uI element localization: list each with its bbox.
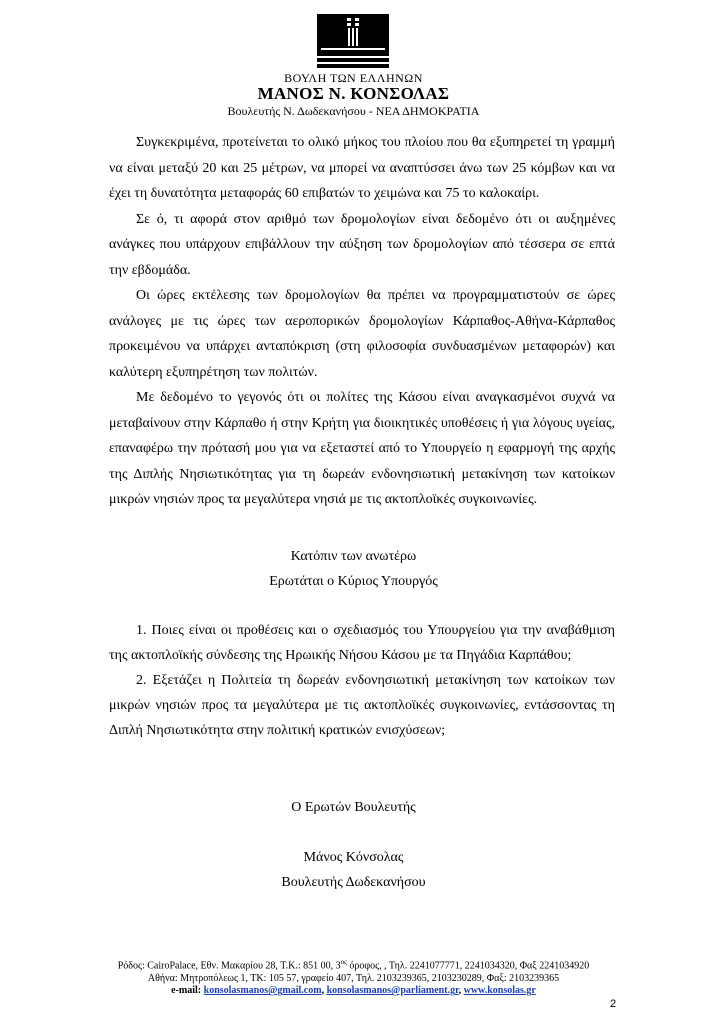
website-link[interactable]: www.konsolas.gr [463,985,536,997]
footer-address-part: όροφος, , Τηλ. 2241077771, 2241034320, Φαξ 2241034920 [346,960,590,972]
body-paragraph: Συγκεκριμένα, προτείνεται το ολικό μήκος του πλοίου που θα εξυπηρετεί τη γραμμή να είναι μεταξύ 20 και 25 μέτρων, να μπορεί να αναπτύσσει άνω των 25 κόμβων και να έχει τη δυνατότητα μεταφοράς 60 επιβατών το χειμώνα και 75 το καλοκαίρι. [109,135,615,201]
mp-role: Βουλευτής Ν. Δωδεκανήσου - ΝΕΑ ΔΗΜΟΚΡΑΤΙΑ [227,104,480,118]
footer-address-rhodes [0,956,707,973]
document-body [109,130,615,513]
questions-list [109,618,615,743]
page-number: 2 [610,998,617,1010]
footer-contacts [0,985,707,998]
signature-title: Ο Ερωτών Βουλευτής [291,800,416,815]
body-paragraph: Σε ό, τι αφορά στον αριθμό των δρομολογίων είναι δεδομένο ότι οι αυξημένες ανάγκες που υπάρχουν επιβάλλουν την αύξηση των δρομολογίων από τέσσερα σε επτά την εβδομάδα. [109,211,615,278]
email-link-gmail[interactable]: konsolasmanos@gmail.com [203,985,322,997]
email-label: e-mail: [171,985,204,997]
footer-address-part: Ρόδος: CairoPalace, Εθν. Μακαρίου 28, Τ.Κ.: 851 00, 3 [117,960,341,972]
separator: , [321,985,327,997]
question-intro [0,544,707,594]
question-intro-line: Ερωτάται ο Κύριος Υπουργός [269,574,438,589]
institution-name: ΒΟΥΛΗ ΤΩΝ ΕΛΛΗΝΩΝ [284,71,423,85]
footer-address-athens: Αθήνα: Μητροπόλεως 1, ΤΚ: 105 57, γραφείο 407, Τηλ. 2103239365, 2103230289, Φαξ: 2103239365 [147,972,560,984]
signature-name: Μάνος Κόνσολας [303,850,404,865]
body-paragraph: Οι ώρες εκτέλεσης των δρομολογίων θα πρέπει να προγραμματιστούν σε ώρες ανάλογες με τις ώρες των αεροπορικών δρομολογίων Κάρπαθος-Αθήνα-Κάρπαθος προκειμένου να υπάρχει ανταπόκριση (στη φιλοσοφία συνδυασμένων μεταφορών) και καλύτερη εξυπηρέτηση των πολιτών. [109,288,615,380]
separator: , [458,985,464,997]
parliament-logo [317,14,389,70]
question-intro-line: Κατόπιν των ανωτέρω [290,549,417,564]
email-link-parliament[interactable]: konsolasmanos@parliament.gr [326,985,459,997]
mp-name: ΜΑΝΟΣ Ν. ΚΟΝΣΟΛΑΣ [257,84,450,103]
footer-address-sup: ος [340,958,347,966]
question-item: 2. Εξετάζει η Πολιτεία τη δωρεάν ενδονησιωτική μετακίνηση των κατοίκων των μικρών νησιών προς τα μεγαλύτερα με τις ακτοπλοϊκές συγκοινωνίες, εντάσσοντας τη Διπλή Νησιωτικότητα στην πολιτική κρατικών ενισχύσεων; [109,673,615,738]
footer [0,956,707,998]
body-paragraph: Με δεδομένο το γεγονός ότι οι πολίτες της Κάσου είναι αναγκασμένοι συχνά να μεταβαίνουν στην Κάρπαθο ή στην Κρήτη για διοικητικές υποθέσεις ή για λόγους υγείας, επαναφέρω την πρότασή μου για να εξεταστεί από το Υπουργείο η εφαρμογή της αρχής της Διπλής Νησιωτικότητας για τη δωρεάν ενδονησιωτική μετακίνηση των κατοίκων μικρών νησιών προς τα μεγαλύτερα νησιά με τις ακτοπλοϊκές συγκοινωνίες. [109,390,615,507]
signature-role: Βουλευτής Δωδεκανήσου [281,875,426,890]
question-item: 1. Ποιες είναι οι προθέσεις και ο σχεδιασμός του Υπουργείου για την αναβάθμιση της ακτοπλοϊκής σύνδεσης της Ηρωικής Νήσου Κάσου με τα Πηγάδια Καρπάθου; [109,623,615,663]
